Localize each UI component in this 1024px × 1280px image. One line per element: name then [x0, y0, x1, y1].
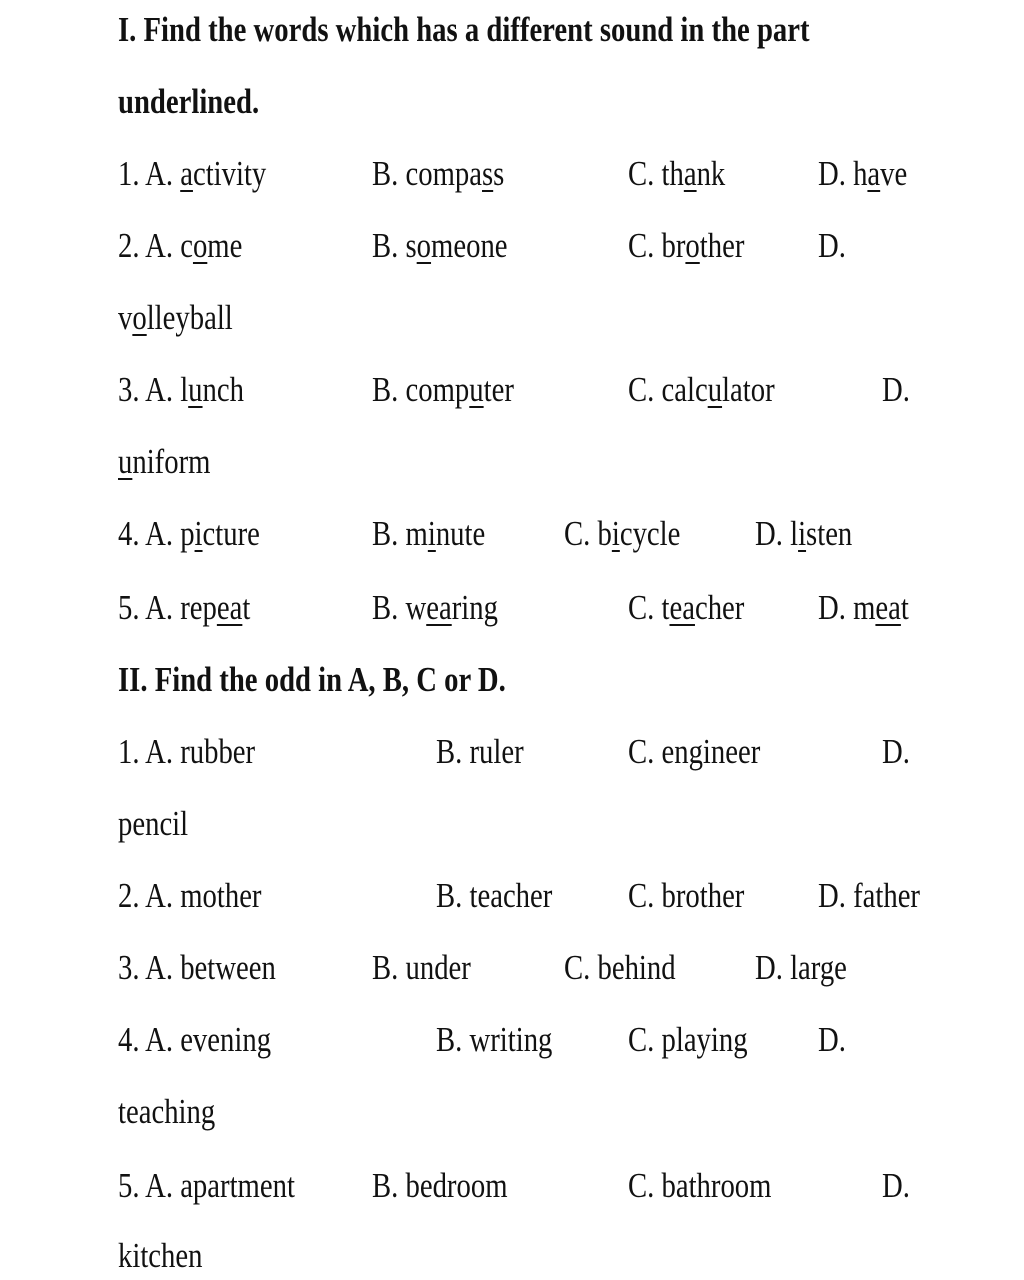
s2-q1-option-b: B. ruler [436, 732, 524, 771]
s1-q4-option-c: C. bicycle [564, 514, 681, 553]
s1-q3-option-d-word: uniform [118, 442, 211, 481]
s2-q4-option-c: C. playing [628, 1020, 748, 1059]
s2-q2-option-c: C. brother [628, 876, 745, 915]
s1-q3-option-b: B. computer [372, 370, 514, 409]
s2-q5-option-c: C. bathroom [628, 1166, 772, 1205]
section1-heading-line1: I. Find the words which has a different sound in the part [118, 10, 810, 49]
s1-q1-option-d: D. have [818, 154, 908, 193]
s1-q3-option-d-label: D. [882, 370, 910, 409]
s2-q4-option-b: B. writing [436, 1020, 553, 1059]
s2-q2-option-d: D. father [818, 876, 921, 915]
s1-q4-option-d: D. listen [755, 514, 853, 553]
s2-q4-option-a: 4. A. evening [118, 1020, 272, 1059]
s2-q5-option-b: B. bedroom [372, 1166, 508, 1205]
s1-q1-option-c: C. thank [628, 154, 726, 193]
s2-q5-option-a: 5. A. apartment [118, 1166, 295, 1205]
s1-q2-option-b: B. someone [372, 226, 508, 265]
s2-q2-option-b: B. teacher [436, 876, 553, 915]
s1-q4-option-a: 4. A. picture [118, 514, 260, 553]
s1-q5-option-c: C. teacher [628, 588, 745, 627]
s2-q1-option-d-word: pencil [118, 804, 189, 843]
s2-q1-option-a: 1. A. rubber [118, 732, 256, 771]
s1-q2-option-a: 2. A. come [118, 226, 243, 265]
s2-q1-option-c: C. engineer [628, 732, 761, 771]
s2-q5-option-d-label: D. [882, 1166, 910, 1205]
s1-q1-option-b: B. compass [372, 154, 505, 193]
s1-q5-option-d: D. meat [818, 588, 909, 627]
s2-q3-option-c: C. behind [564, 948, 676, 987]
section1-heading-line2: underlined. [118, 82, 260, 121]
s2-q4-option-d-label: D. [818, 1020, 846, 1059]
s2-q3-option-d: D. large [755, 948, 847, 987]
s2-q3-option-a: 3. A. between [118, 948, 276, 987]
section2-heading: II. Find the odd in A, B, C or D. [118, 660, 506, 699]
s1-q3-option-c: C. calculator [628, 370, 775, 409]
s1-q4-option-b: B. minute [372, 514, 486, 553]
s1-q2-option-d-label: D. [818, 226, 846, 265]
s2-q3-option-b: B. under [372, 948, 471, 987]
s2-q1-option-d-label: D. [882, 732, 910, 771]
s1-q2-option-d-word: volleyball [118, 298, 233, 337]
s2-q4-option-d-word: teaching [118, 1092, 216, 1131]
s1-q2-option-c: C. brother [628, 226, 745, 265]
s2-q2-option-a: 2. A. mother [118, 876, 262, 915]
s1-q3-option-a: 3. A. lunch [118, 370, 244, 409]
s1-q5-option-b: B. wearing [372, 588, 498, 627]
s1-q5-option-a: 5. A. repeat [118, 588, 251, 627]
s2-q5-option-d-word: kitchen [118, 1236, 203, 1275]
s1-q1-option-a: 1. A. activity [118, 154, 267, 193]
